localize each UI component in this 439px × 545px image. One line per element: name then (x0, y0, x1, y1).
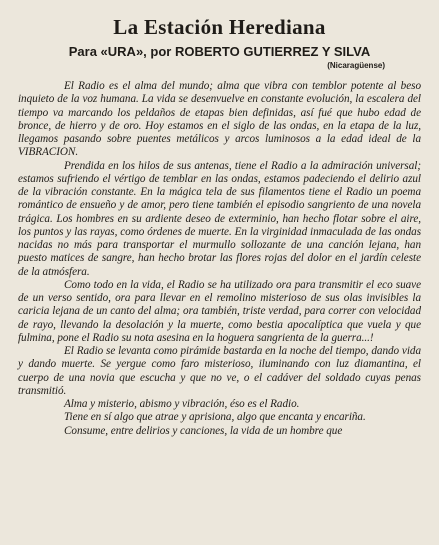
article-title: La Estación Herediana (113, 15, 326, 39)
article-body (18, 80, 421, 438)
article-byline: Para «URA», por ROBERTO GUTIERREZ Y SILVA (68, 44, 371, 59)
paragraph: Prendida en los hilos de sus antenas, tiene el Radio a la admiración universal; estamos sufriendo el vértigo de temblar en las ondas, estamos padeciendo el delirio azul de la vibración constante. En la mágica tela de sus filamentos tiene el Radio un poema romántico de ensueño y de amor, pero tiene también el episodio sangriento de una novela trágica. Los hombres en su ardiente deseo de exterminio, han hecho flotar sobre el aire, los puntos y las rayas, como órdenes de muerte. En la virginidad inmaculada de las ondas nacidas no más para transportar el murmullo sollozante de una canción lejana, han puesto matices de sangre, han hecho brotar las flores rojas del dolor en el jardín celeste de la atmósfera. (18, 159, 421, 278)
paragraph: El Radio se levanta como pirámide bastarda en la noche del tiempo, dando vida y dando muerte. Se yergue como faro misterioso, iluminando con luz diamantina, el cuerpo de una novia que escucha y que no ve, o el cadáver del soldado cuyas penas transmitió. (18, 345, 421, 397)
paragraph: Consume, entre delirios y canciones, la vida de un hombre que (64, 424, 343, 437)
paragraph: Alma y misterio, abismo y vibración, éso es el Radio. (64, 398, 300, 410)
paragraph: Tiene en sí algo que atrae y aprisiona, algo que encanta y encariña. (64, 411, 366, 424)
author-nationality: (Nicaragüense) (327, 61, 385, 70)
paragraph: Como todo en la vida, el Radio se ha utilizado ora para transmitir el eco suave de un verso sentido, ora para llevar en el remolino misterioso de sus olas invisibles la caricia lejana de un canto del alma; ora también, triste verdad, para correr con velocidad de rayo, llevando la desolación y la muerte, como bestia apocalíptica que vuela y que fulmina, pone el Radio su nota asesina en la hoguera sangrienta de la guerra...! (18, 278, 421, 344)
paragraph: El Radio es el alma del mundo; alma que vibra con temblor potente al beso inquieto de la voz humana. La vida se desenvuelve en constante evolución, la escalera del tiempo va marcando los peldaños de etapas bien definidas, así fué que hubo edad de bronce, de hierro y de oro. Hoy estamos en el siglo de las ondas, en la etapa de la luz, llegamos pasando sobre puentes metálicos y arcos luminosos a la edad ideal de la VIBRACION. (18, 80, 421, 159)
